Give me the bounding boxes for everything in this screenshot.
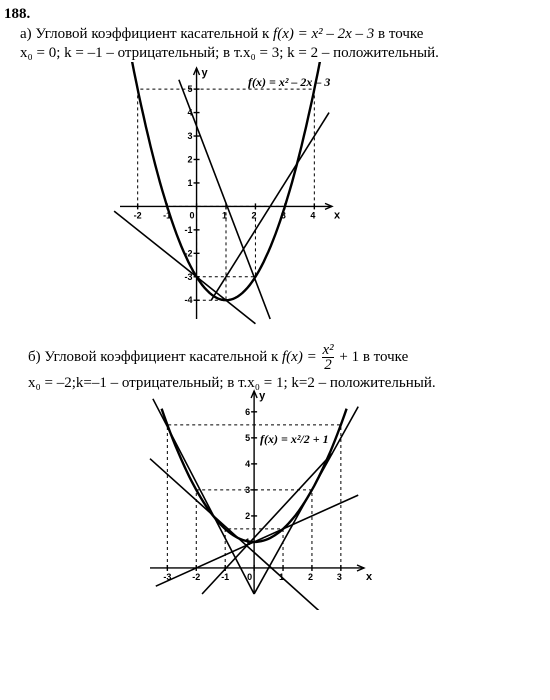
x-tick-label: -3: [163, 571, 172, 582]
y-tick-label: 3: [187, 131, 193, 142]
part-b-fraction: [322, 343, 333, 372]
y-tick-label: -4: [184, 295, 193, 306]
guide-line: [197, 89, 315, 206]
part-b-suffix: в точке: [362, 348, 409, 365]
tangent-line-1: [150, 459, 324, 610]
problem-number: 188.: [4, 6, 31, 22]
y-tick-label: -2: [184, 248, 193, 259]
part-b-function-tail: + 1: [339, 348, 360, 365]
part-a-line-1: [20, 25, 423, 43]
y-axis-label: y: [259, 390, 266, 402]
part-a-prefix: а) Угловой коэффициент касательной к: [20, 26, 270, 42]
x-axis-label: x: [366, 570, 373, 583]
fraction-denominator: 2: [324, 357, 332, 373]
x-tick-label: -2: [192, 571, 201, 582]
y-tick-label: 5: [245, 432, 251, 443]
curve-label: f(x) = x² – 2x – 3: [248, 75, 331, 89]
x-tick-label: 0: [189, 210, 195, 221]
guide-line: [167, 425, 254, 568]
graph-b: [140, 385, 380, 610]
tangent-line-2: [179, 80, 270, 319]
x-tick-label: 0: [247, 571, 253, 582]
part-b-line-1: [28, 343, 408, 372]
part-b-line-2: x₀ = –2;k=–1 – отрицательный; в т.x₀ = 1; k=2 – положительный.: [28, 375, 436, 391]
x-tick-label: 2: [251, 210, 257, 221]
y-tick-label: 3: [245, 484, 251, 495]
graph-a: [108, 62, 348, 327]
x-tick-label: -1: [221, 571, 230, 582]
x-tick-label: 1: [279, 571, 285, 582]
part-a-function: f(x) = x² – 2x – 3: [273, 26, 375, 42]
y-tick-label: 1: [187, 177, 193, 188]
y-tick-label: -3: [184, 271, 193, 282]
y-tick-label: 2: [245, 510, 251, 521]
part-b-prefix: б) Угловой коэффициент касательной к: [28, 348, 279, 365]
y-tick-label: 4: [245, 458, 251, 469]
y-tick-label: 4: [187, 107, 193, 118]
y-tick-label: 5: [187, 84, 193, 95]
curve-label: f(x) = x²/2 + 1: [260, 432, 329, 446]
part-a-suffix: в точке: [378, 26, 424, 42]
tangent-line-2: [156, 495, 358, 586]
x-tick-label: -1: [163, 210, 172, 221]
fraction-numerator: x²: [322, 342, 334, 358]
y-tick-label: 1: [245, 536, 251, 547]
guide-line: [197, 206, 226, 300]
x-tick-label: 4: [310, 210, 316, 221]
part-a-line-2: x₀ = 0; k = –1 – отрицательный; в т.x₀ = 3; k = 2 – положительный.: [20, 45, 439, 61]
x-tick-label: 1: [222, 210, 228, 221]
guide-line: [254, 425, 341, 568]
y-tick-label: -1: [184, 224, 193, 235]
y-axis-label: y: [201, 67, 208, 79]
x-tick-label: 3: [336, 571, 342, 582]
y-tick-label: 2: [187, 154, 193, 165]
y-tick-label: 6: [245, 406, 251, 417]
function-curve: [132, 62, 320, 300]
x-tick-label: 3: [280, 210, 286, 221]
x-tick-label: -2: [133, 210, 142, 221]
part-b-function-lhs: f(x) =: [282, 348, 317, 365]
x-axis-label: x: [334, 209, 341, 222]
x-tick-label: 2: [307, 571, 313, 582]
